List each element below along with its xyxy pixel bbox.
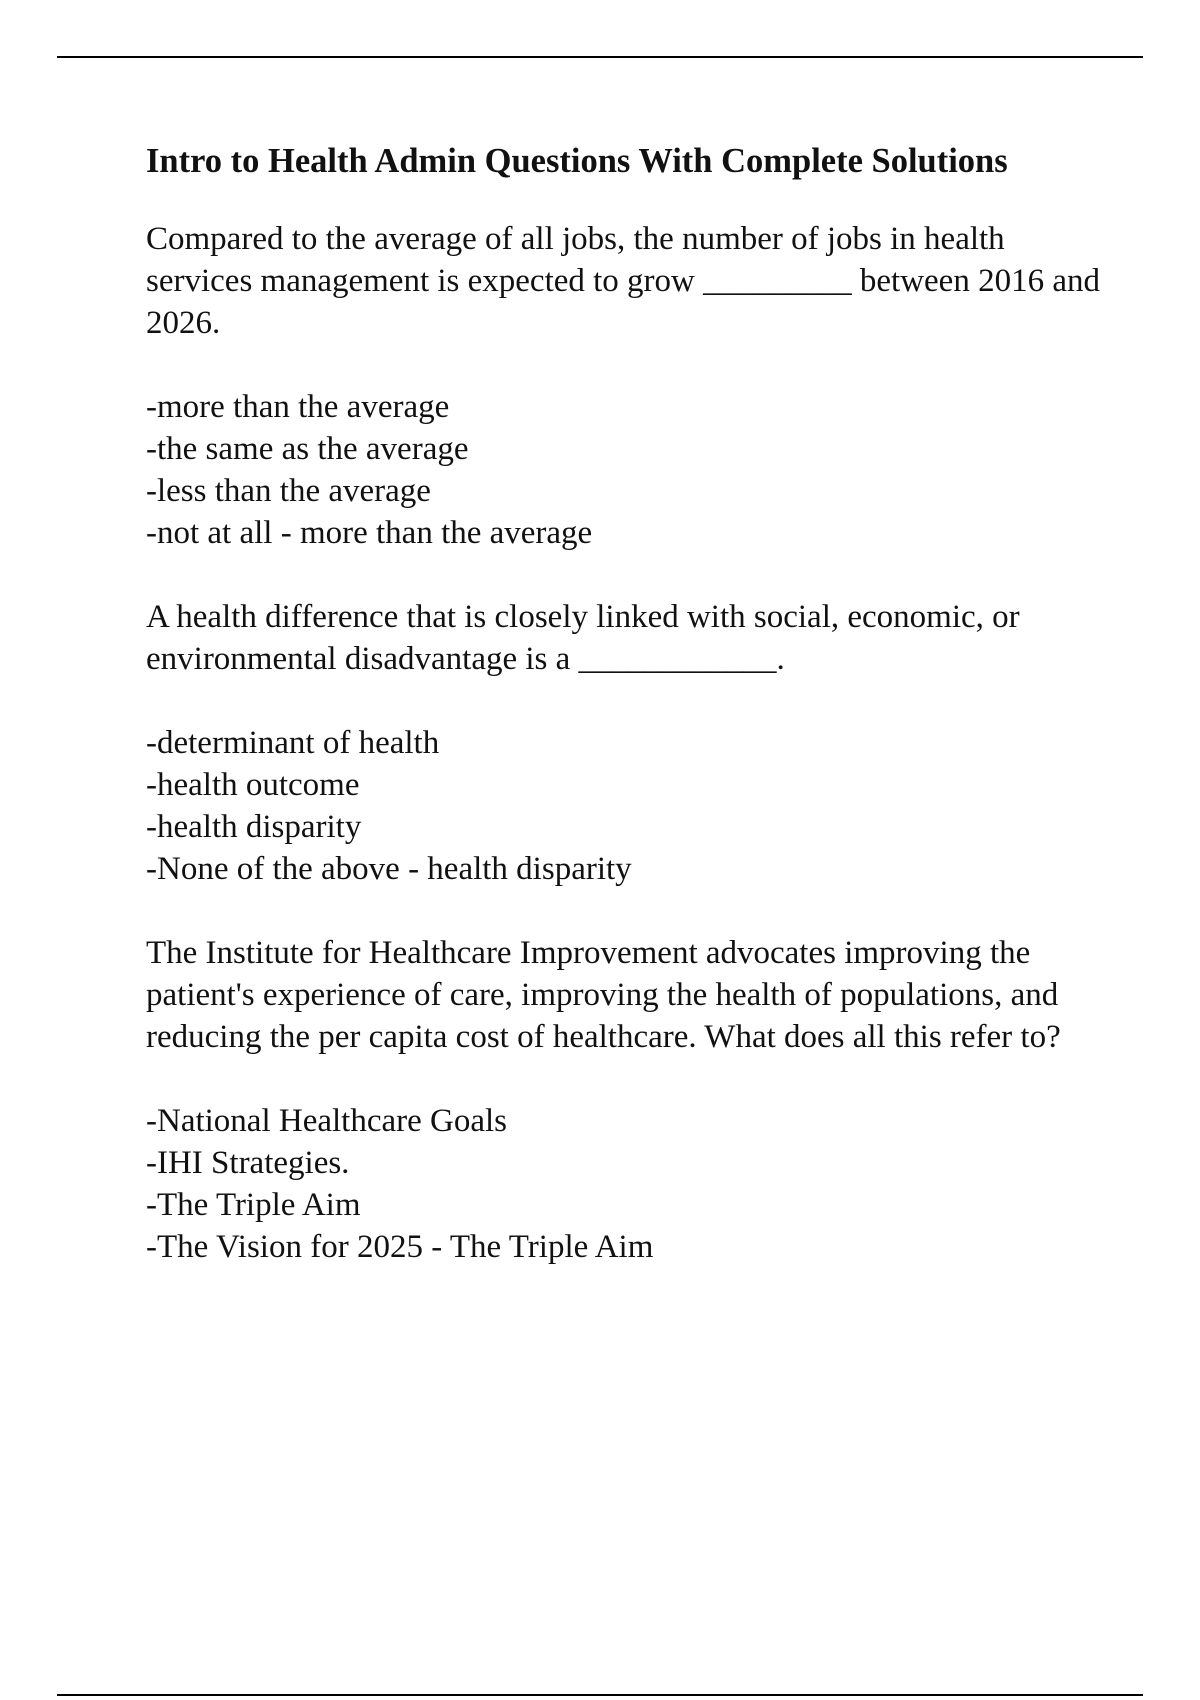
question-stem: Compared to the average of all jobs, the number of jobs in health services management is expected to grow _________ between 2016 and 2026. [146,221,1100,341]
answer-option: -determinant of health [146,725,440,761]
question-1 [146,218,1106,554]
answer-option: -less than the average [146,473,431,509]
bottom-divider [57,1694,1143,1696]
page-title: Intro to Health Admin Questions With Complete Solutions [146,142,1008,180]
answer-option: -health disparity [146,809,362,845]
question-stem: A health difference that is closely linked with social, economic, or environmental disadvantage is a ____________. [146,599,1020,677]
answer-options [146,1100,1106,1268]
answer-option: -health outcome [146,767,360,803]
answer-option: -National Healthcare Goals [146,1103,508,1139]
top-divider [57,56,1143,58]
answer-option: -The Vision for 2025 - The Triple Aim [146,1229,654,1265]
answer-options [146,386,1106,554]
question-stem: The Institute for Healthcare Improvement advocates improving the patient's experience of care, improving the health of populations, and reducing the per capita cost of healthcare. What does all this refer to? [146,935,1061,1055]
answer-option: -IHI Strategies. [146,1145,350,1181]
answer-option: -None of the above - health disparity [146,851,632,887]
question-2 [146,596,1106,890]
answer-option: -the same as the average [146,431,469,467]
answer-option: -not at all - more than the average [146,515,593,551]
answer-options [146,722,1106,890]
answer-option: -The Triple Aim [146,1187,361,1223]
question-3 [146,932,1106,1268]
document-body [146,140,1106,1310]
answer-option: -more than the average [146,389,450,425]
